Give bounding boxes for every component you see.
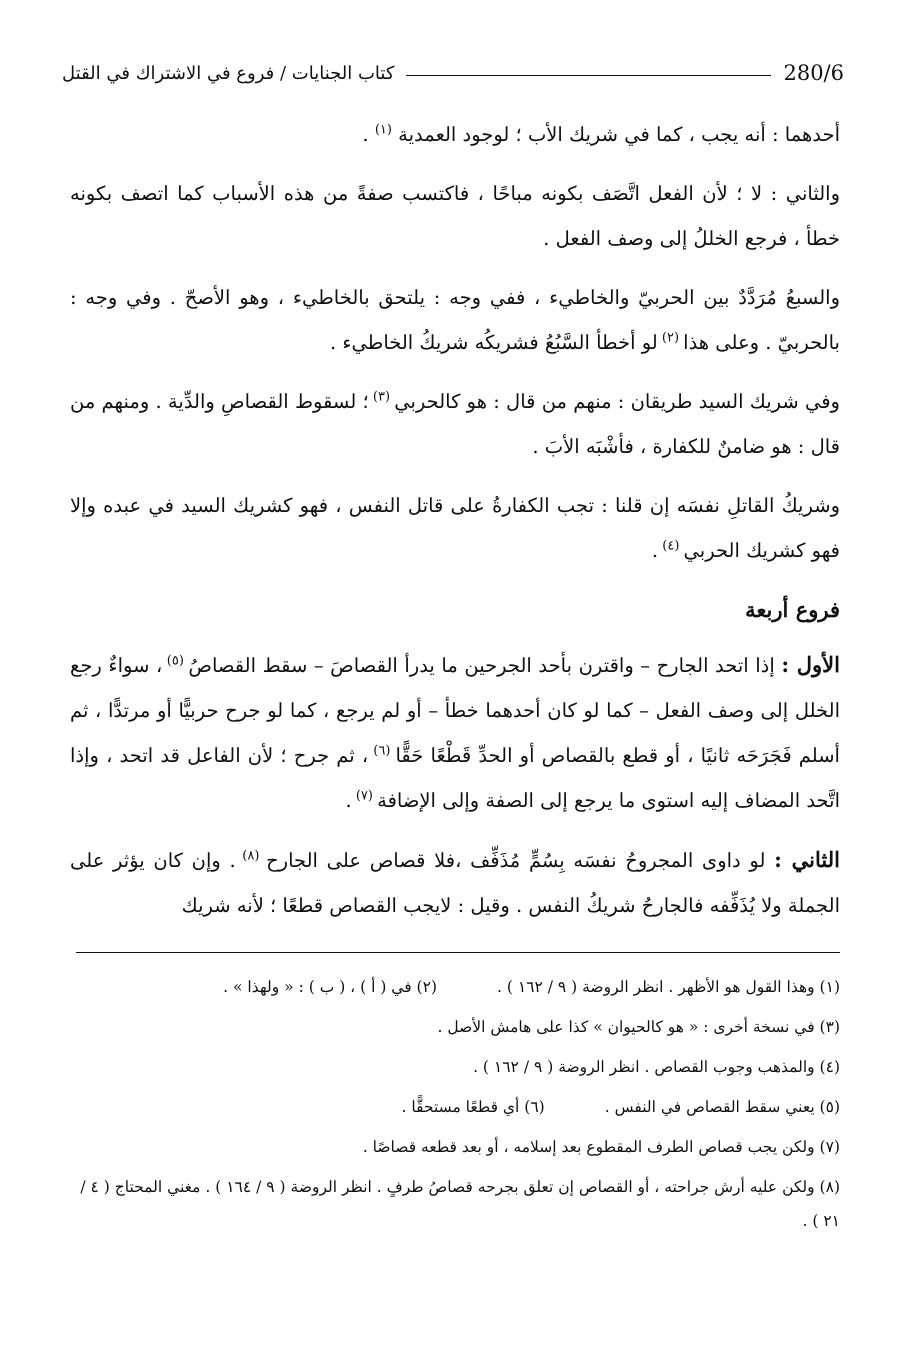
footnote-ref-3: (٣) xyxy=(368,389,395,405)
footnote-ref-5: (٥) xyxy=(162,653,189,669)
footnotes xyxy=(70,970,840,1244)
footnote-5: (٥) يعني سقط القصاص في النفس . xyxy=(604,1098,840,1116)
section-heading: فروع أربعة xyxy=(745,597,840,622)
paragraph-6 xyxy=(70,642,840,823)
paragraph-4-text-a: وفي شريك السيد طريقان : منهم من قال : هو كالحربي xyxy=(394,390,840,413)
footnote-1: (١) وهذا القول هو الأظهر . انظر الروضة ( ٩ / ١٦٢ ) . xyxy=(497,978,840,996)
footnote-ref-6: (٦) xyxy=(368,743,396,759)
page-number: 280/6 xyxy=(783,61,844,85)
paragraph-1 xyxy=(70,112,840,157)
footnote-3: (٣) في نسخة أخرى : « هو كالحيوان » كذا على هامش الأصل . xyxy=(437,1018,840,1036)
paragraph-5-text: وشريكُ القاتلِ نفسَه إن قلنا : تجب الكفارةُ على قاتل النفس ، فهو كشريك السيد في عبده وإلا فهو كشريك الحربي xyxy=(70,494,840,562)
footnote-row-5-6 xyxy=(70,1090,840,1130)
paragraph-7 xyxy=(70,837,840,928)
paragraph-7-text-a: لو داوى المجروحُ نفسَه بِسُمٍّ مُذَفِّف ،فلا قصاص على الجارح xyxy=(266,849,775,872)
footnote-ref-4: (٤) xyxy=(658,538,684,554)
footnote-separator xyxy=(76,952,840,953)
paragraph-2: والثاني : لا ؛ لأن الفعل اتَّصَف بكونه مباحًا ، فاكتسب صفةً من هذه الأسباب كما اتصف بكونه خطأ ، فرجع الخللُ إلى وصف الفعل . xyxy=(70,182,840,250)
paragraph-1-end: . xyxy=(362,123,375,146)
paragraph-6-text-b: ، سواءٌ رجع الخلل إلى وصف الفعل – كما لو كان أحدهما خطأ – أو لم يرجع ، كما لو جرح حربيًّا أو مرتدًّا ، ثم أسلم فَجَرَحَه ثانيًا ، أو قطع بالقصاص أو الحدِّ قَطْعًا حَقًّا xyxy=(70,654,840,767)
footnote-7: (٧) ولكن يجب قصاص الطرف المقطوع بعد إسلامه ، أو بعد قطعه قصاصًا . xyxy=(362,1138,840,1156)
paragraph-3-text-a: والسبعُ مُرَدَّدٌ بين الحربيّ والخاطيء ، ففي وجه : يلتحق بالخاطيء ، وهو الأصحّ . وفي وجه : بالحربيّ . وعلى هذا xyxy=(70,286,840,354)
footnote-ref-1: (١) xyxy=(374,122,392,138)
header-rule xyxy=(406,75,771,76)
footnote-4: (٤) والمذهب وجوب القصاص . انظر الروضة ( ٩ / ١٦٢ ) . xyxy=(473,1058,840,1076)
paragraph-3 xyxy=(70,275,840,365)
running-title: كتاب الجنايات / فروع في الاشتراك في القتل xyxy=(62,62,395,84)
paragraph-5 xyxy=(70,483,840,573)
paragraph-6-end: . xyxy=(345,789,352,812)
footnote-8: (٨) ولكن عليه أرش جراحته ، أو القصاص إن تعلق بجرحه قصاصُ طرفٍ . انظر الروضة ( ٩ / ١٦٤ ) . مغني المحتاج ( ٤ / ٢١ ) . xyxy=(80,1178,840,1230)
paragraph-4 xyxy=(70,379,840,469)
footnote-ref-2: (٢) xyxy=(657,330,684,346)
main-text xyxy=(70,112,840,942)
page-header xyxy=(62,58,844,88)
branch-2-label: الثاني : xyxy=(774,847,840,872)
footnote-ref-8: (٨) xyxy=(235,848,267,864)
footnote-row-1-2 xyxy=(70,970,840,1010)
paragraph-5-end: . xyxy=(651,539,659,562)
paragraph-1-text: أحدهما : أنه يجب ، كما في شريك الأب ؛ لوجود العمدية xyxy=(398,123,840,146)
paragraph-6-text-a: إذا اتحد الجارح – واقترن بأحد الجرحين ما يدرأ القصاصَ – سقط القصاصُ xyxy=(188,654,782,677)
paragraph-3-text-b: لو أخطأ السَّبُعُ فشريكُه شريكُ الخاطيء . xyxy=(329,331,658,354)
branch-1-label: الأول : xyxy=(781,652,840,677)
footnote-6: (٦) أي قطعًا مستحقًّا . xyxy=(401,1098,545,1116)
paragraph-4-text-b: ؛ لسقوط القصاصِ والدِّية . ومنهم من قال : هو ضامنٌ للكفارة ، فأشْبَه الأبَ . xyxy=(70,390,840,458)
footnote-2: (٢) في ( أ ) ، ( ب ) : « ولهذا » . xyxy=(223,978,437,996)
paragraph-6-text-c: ، ثم جرح ؛ لأن الفاعل قد اتحد ، وإذا اتَّحد المضاف إليه استوى ما يرجع إلى الصفة وإلى الإضافة xyxy=(70,744,840,812)
footnote-ref-7: (٧) xyxy=(351,788,378,804)
paragraph-7-text-b: . وإن كان يؤثر على الجملة ولا يُذَفِّفه فالجارحُ شريكُ النفس . وقيل : لايجب القصاص قطعًا ؛ لأنه شريك xyxy=(70,849,840,917)
